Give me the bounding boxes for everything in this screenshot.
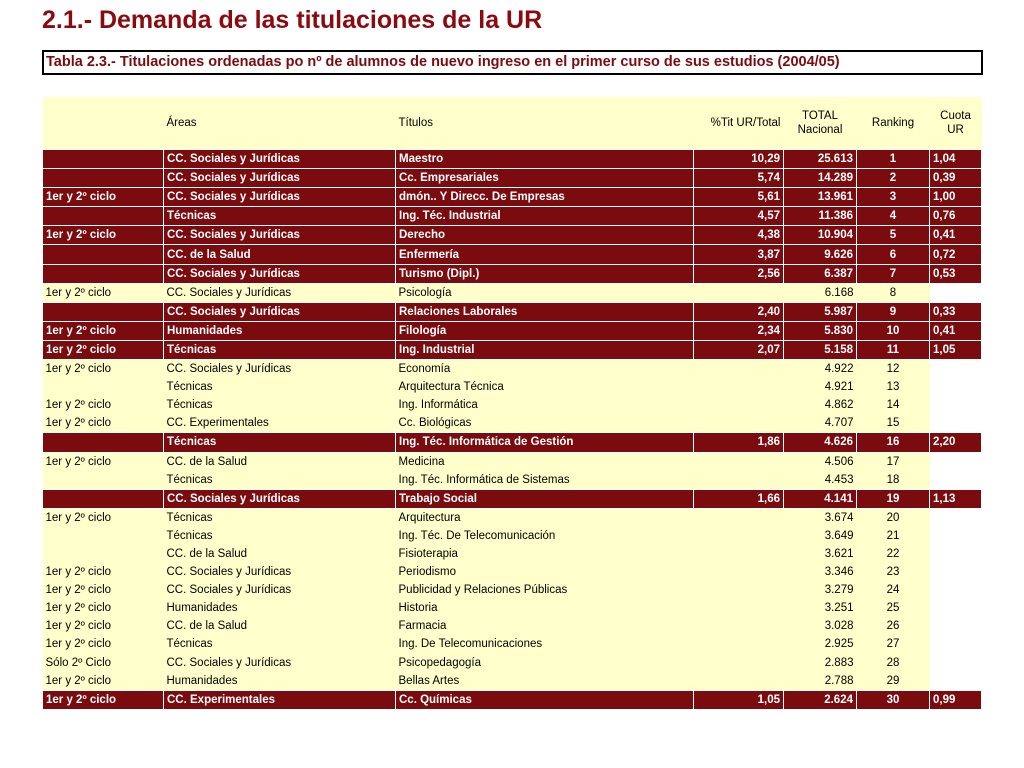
cell-total: 4.922: [784, 360, 857, 379]
cell-pct-tit: 5,61: [694, 188, 784, 207]
cell-total: 2.883: [784, 654, 857, 672]
cell-ciclo: 1er y 2º ciclo: [43, 452, 164, 471]
cell-area: Técnicas: [164, 396, 396, 414]
cell-titulo: Arquitectura Técnica: [396, 378, 694, 396]
cell-area: Técnicas: [164, 508, 396, 527]
table-row: [43, 433, 982, 452]
cell-total: 4.921: [784, 378, 857, 396]
cell-ciclo: 1er y 2º ciclo: [43, 321, 164, 340]
cell-pct-tit: [694, 452, 784, 471]
cell-pct-tit: 5,74: [694, 169, 784, 188]
cell-total: 3.251: [784, 599, 857, 617]
cell-titulo: Psicopedagogía: [396, 654, 694, 672]
cell-pct-tit: [694, 617, 784, 635]
cell-titulo: Filología: [396, 321, 694, 340]
cell-total: 14.289: [784, 169, 857, 188]
cell-titulo: Fisioterapia: [396, 545, 694, 563]
cell-total: 10.904: [784, 226, 857, 245]
header-areas: Áreas: [164, 97, 396, 150]
cell-pct-tit: 1,66: [694, 489, 784, 508]
cell-cuota: [930, 527, 982, 545]
cell-cuota: 1,04: [930, 150, 982, 169]
header-titulos: Títulos: [396, 97, 694, 150]
cell-cuota: [930, 581, 982, 599]
cell-ranking: 22: [857, 545, 930, 563]
cell-area: CC. Sociales y Jurídicas: [164, 264, 396, 283]
cell-ciclo: Sólo 2º Ciclo: [43, 654, 164, 672]
cell-ranking: 8: [857, 283, 930, 302]
cell-pct-tit: [694, 672, 784, 691]
table-row: [43, 508, 982, 527]
cell-area: CC. Sociales y Jurídicas: [164, 302, 396, 321]
table-row: [43, 452, 982, 471]
cell-ranking: 27: [857, 635, 930, 653]
table-row: [43, 489, 982, 508]
table-row: [43, 635, 982, 653]
cell-area: Técnicas: [164, 635, 396, 653]
cell-pct-tit: 2,07: [694, 340, 784, 359]
cell-total: 6.168: [784, 283, 857, 302]
cell-cuota: 0,53: [930, 264, 982, 283]
cell-ranking: 12: [857, 360, 930, 379]
table-row: [43, 169, 982, 188]
cell-titulo: Ing. Téc. De Telecomunicación: [396, 527, 694, 545]
cell-titulo: dmón.. Y Direcc. De Empresas: [396, 188, 694, 207]
cell-total: 4.707: [784, 414, 857, 433]
cell-pct-tit: [694, 471, 784, 490]
cell-ciclo: 1er y 2º ciclo: [43, 188, 164, 207]
cell-area: CC. de la Salud: [164, 452, 396, 471]
cell-titulo: Enfermería: [396, 245, 694, 264]
cell-titulo: Ing. Téc. Industrial: [396, 207, 694, 226]
cell-pct-tit: [694, 283, 784, 302]
cell-titulo: Psicología: [396, 283, 694, 302]
cell-ranking: 26: [857, 617, 930, 635]
cell-pct-tit: 2,34: [694, 321, 784, 340]
cell-titulo: Cc. Biológicas: [396, 414, 694, 433]
cell-ciclo: [43, 150, 164, 169]
cell-ciclo: [43, 378, 164, 396]
cell-total: 5.158: [784, 340, 857, 359]
cell-titulo: Medicina: [396, 452, 694, 471]
cell-total: 6.387: [784, 264, 857, 283]
cell-ranking: 19: [857, 489, 930, 508]
cell-titulo: Ing. Téc. Informática de Gestión: [396, 433, 694, 452]
cell-titulo: Economía: [396, 360, 694, 379]
cell-area: Técnicas: [164, 471, 396, 490]
cell-cuota: 1,00: [930, 188, 982, 207]
cell-ciclo: 1er y 2º ciclo: [43, 599, 164, 617]
cell-ciclo: 1er y 2º ciclo: [43, 672, 164, 691]
cell-cuota: 1,13: [930, 489, 982, 508]
cell-titulo: Ing. Téc. Informática de Sistemas: [396, 471, 694, 490]
cell-area: CC. de la Salud: [164, 545, 396, 563]
cell-cuota: [930, 283, 982, 302]
table-row: [43, 563, 982, 581]
cell-ranking: 5: [857, 226, 930, 245]
cell-ranking: 6: [857, 245, 930, 264]
cell-ciclo: 1er y 2º ciclo: [43, 360, 164, 379]
cell-area: CC. Experimentales: [164, 690, 396, 709]
cell-total: 25.613: [784, 150, 857, 169]
table-row: [43, 396, 982, 414]
cell-ciclo: 1er y 2º ciclo: [43, 283, 164, 302]
cell-ciclo: [43, 545, 164, 563]
cell-cuota: 0,76: [930, 207, 982, 226]
table-row: [43, 617, 982, 635]
cell-cuota: 0,72: [930, 245, 982, 264]
table-row: [43, 581, 982, 599]
cell-ranking: 9: [857, 302, 930, 321]
cell-total: 2.788: [784, 672, 857, 691]
cell-titulo: Turismo (Dipl.): [396, 264, 694, 283]
cell-titulo: Historia: [396, 599, 694, 617]
cell-ciclo: [43, 207, 164, 226]
cell-pct-tit: [694, 360, 784, 379]
cell-ranking: 25: [857, 599, 930, 617]
cell-ranking: 21: [857, 527, 930, 545]
table-caption: Tabla 2.3.- Titulaciones ordenadas po nº de alumnos de nuevo ingreso en el primer curso de sus estudios (2004/05): [42, 50, 983, 75]
header-cuota-ur: Cuota UR: [930, 97, 982, 150]
cell-ranking: 11: [857, 340, 930, 359]
cell-ciclo: [43, 245, 164, 264]
cell-titulo: Arquitectura: [396, 508, 694, 527]
cell-ciclo: 1er y 2º ciclo: [43, 563, 164, 581]
cell-ciclo: [43, 471, 164, 490]
titulaciones-table: [42, 97, 982, 710]
cell-total: 3.279: [784, 581, 857, 599]
cell-area: Técnicas: [164, 378, 396, 396]
cell-area: CC. Sociales y Jurídicas: [164, 283, 396, 302]
cell-cuota: [930, 563, 982, 581]
cell-titulo: Publicidad y Relaciones Públicas: [396, 581, 694, 599]
cell-pct-tit: [694, 563, 784, 581]
cell-pct-tit: 2,56: [694, 264, 784, 283]
cell-cuota: 2,20: [930, 433, 982, 452]
cell-titulo: Trabajo Social: [396, 489, 694, 508]
cell-ranking: 28: [857, 654, 930, 672]
cell-pct-tit: 1,86: [694, 433, 784, 452]
cell-area: Técnicas: [164, 527, 396, 545]
cell-cuota: [930, 471, 982, 490]
cell-pct-tit: [694, 378, 784, 396]
cell-ranking: 15: [857, 414, 930, 433]
cell-area: CC. Sociales y Jurídicas: [164, 360, 396, 379]
cell-ranking: 24: [857, 581, 930, 599]
table-row: [43, 471, 982, 490]
cell-cuota: [930, 545, 982, 563]
header-pct-tit: %Tit UR/Total: [694, 97, 784, 150]
cell-ciclo: [43, 169, 164, 188]
table-row: [43, 245, 982, 264]
cell-cuota: [930, 672, 982, 691]
cell-area: Técnicas: [164, 433, 396, 452]
cell-area: CC. Sociales y Jurídicas: [164, 150, 396, 169]
cell-pct-tit: 3,87: [694, 245, 784, 264]
cell-titulo: Periodismo: [396, 563, 694, 581]
cell-titulo: Cc. Químicas: [396, 690, 694, 709]
cell-titulo: Ing. De Telecomunicaciones: [396, 635, 694, 653]
table-body: [43, 150, 982, 710]
cell-cuota: 0,39: [930, 169, 982, 188]
cell-pct-tit: [694, 545, 784, 563]
cell-titulo: Maestro: [396, 150, 694, 169]
cell-total: 2.925: [784, 635, 857, 653]
cell-ranking: 13: [857, 378, 930, 396]
cell-cuota: [930, 452, 982, 471]
cell-area: CC. Experimentales: [164, 414, 396, 433]
cell-pct-tit: [694, 527, 784, 545]
cell-ciclo: 1er y 2º ciclo: [43, 396, 164, 414]
cell-pct-tit: [694, 635, 784, 653]
table-row: [43, 264, 982, 283]
cell-total: 4.453: [784, 471, 857, 490]
cell-total: 4.506: [784, 452, 857, 471]
cell-area: CC. de la Salud: [164, 617, 396, 635]
cell-ciclo: 1er y 2º ciclo: [43, 226, 164, 245]
cell-titulo: Cc. Empresariales: [396, 169, 694, 188]
cell-titulo: Ing. Informática: [396, 396, 694, 414]
cell-ranking: 1: [857, 150, 930, 169]
cell-ranking: 16: [857, 433, 930, 452]
cell-area: Humanidades: [164, 321, 396, 340]
cell-ciclo: [43, 264, 164, 283]
cell-cuota: 1,05: [930, 340, 982, 359]
cell-total: 5.830: [784, 321, 857, 340]
table-row: [43, 302, 982, 321]
cell-pct-tit: 10,29: [694, 150, 784, 169]
cell-area: CC. Sociales y Jurídicas: [164, 581, 396, 599]
cell-ciclo: [43, 489, 164, 508]
table-row: [43, 360, 982, 379]
cell-area: CC. Sociales y Jurídicas: [164, 226, 396, 245]
cell-ranking: 4: [857, 207, 930, 226]
cell-area: Humanidades: [164, 599, 396, 617]
cell-ranking: 30: [857, 690, 930, 709]
cell-ranking: 29: [857, 672, 930, 691]
cell-ciclo: 1er y 2º ciclo: [43, 581, 164, 599]
cell-ciclo: 1er y 2º ciclo: [43, 508, 164, 527]
cell-cuota: 0,41: [930, 226, 982, 245]
cell-total: 11.386: [784, 207, 857, 226]
cell-titulo: Farmacia: [396, 617, 694, 635]
cell-pct-tit: [694, 654, 784, 672]
cell-cuota: 0,33: [930, 302, 982, 321]
header-row: [43, 97, 982, 150]
cell-cuota: [930, 635, 982, 653]
cell-ranking: 17: [857, 452, 930, 471]
table-row: [43, 321, 982, 340]
cell-cuota: 0,99: [930, 690, 982, 709]
cell-cuota: [930, 599, 982, 617]
cell-titulo: Relaciones Laborales: [396, 302, 694, 321]
table-row: [43, 283, 982, 302]
cell-pct-tit: 1,05: [694, 690, 784, 709]
cell-total: 5.987: [784, 302, 857, 321]
cell-cuota: [930, 360, 982, 379]
cell-pct-tit: 4,57: [694, 207, 784, 226]
cell-ciclo: [43, 527, 164, 545]
cell-ranking: 2: [857, 169, 930, 188]
table-row: [43, 150, 982, 169]
cell-ciclo: 1er y 2º ciclo: [43, 340, 164, 359]
cell-total: 3.674: [784, 508, 857, 527]
cell-cuota: [930, 508, 982, 527]
cell-ranking: 18: [857, 471, 930, 490]
table-row: [43, 188, 982, 207]
cell-ciclo: [43, 433, 164, 452]
cell-total: 2.624: [784, 690, 857, 709]
cell-ranking: 10: [857, 321, 930, 340]
table-row: [43, 414, 982, 433]
table-header: [43, 97, 982, 150]
cell-total: 4.862: [784, 396, 857, 414]
cell-cuota: 0,41: [930, 321, 982, 340]
cell-area: CC. Sociales y Jurídicas: [164, 563, 396, 581]
cell-pct-tit: [694, 414, 784, 433]
cell-area: CC. Sociales y Jurídicas: [164, 654, 396, 672]
cell-total: 4.626: [784, 433, 857, 452]
cell-cuota: [930, 378, 982, 396]
cell-cuota: [930, 654, 982, 672]
table-row: [43, 672, 982, 691]
cell-total: 13.961: [784, 188, 857, 207]
cell-area: CC. de la Salud: [164, 245, 396, 264]
cell-area: Humanidades: [164, 672, 396, 691]
cell-total: 4.141: [784, 489, 857, 508]
header-ranking: Ranking: [857, 97, 930, 150]
cell-cuota: [930, 396, 982, 414]
cell-area: Técnicas: [164, 340, 396, 359]
cell-area: Técnicas: [164, 207, 396, 226]
cell-total: 3.621: [784, 545, 857, 563]
cell-ranking: 3: [857, 188, 930, 207]
cell-ranking: 7: [857, 264, 930, 283]
cell-area: CC. Sociales y Jurídicas: [164, 489, 396, 508]
table-row: [43, 654, 982, 672]
cell-total: 9.626: [784, 245, 857, 264]
table-row: [43, 226, 982, 245]
cell-titulo: Bellas Artes: [396, 672, 694, 691]
cell-pct-tit: [694, 581, 784, 599]
cell-ciclo: 1er y 2º ciclo: [43, 690, 164, 709]
cell-ranking: 14: [857, 396, 930, 414]
cell-cuota: [930, 414, 982, 433]
cell-titulo: Ing. Industrial: [396, 340, 694, 359]
table-row: [43, 207, 982, 226]
cell-pct-tit: [694, 599, 784, 617]
table-row: [43, 599, 982, 617]
cell-titulo: Derecho: [396, 226, 694, 245]
page-title: 2.1.- Demanda de las titulaciones de la UR: [42, 6, 543, 34]
cell-pct-tit: [694, 508, 784, 527]
cell-pct-tit: 2,40: [694, 302, 784, 321]
table-row: [43, 545, 982, 563]
cell-cuota: [930, 617, 982, 635]
cell-total: 3.346: [784, 563, 857, 581]
table-row: [43, 527, 982, 545]
cell-ranking: 23: [857, 563, 930, 581]
cell-ciclo: 1er y 2º ciclo: [43, 635, 164, 653]
cell-total: 3.028: [784, 617, 857, 635]
cell-ciclo: 1er y 2º ciclo: [43, 617, 164, 635]
cell-ciclo: [43, 302, 164, 321]
cell-total: 3.649: [784, 527, 857, 545]
header-ciclo: [43, 97, 164, 150]
cell-area: CC. Sociales y Jurídicas: [164, 188, 396, 207]
table-row: [43, 340, 982, 359]
table-row: [43, 690, 982, 709]
table-row: [43, 378, 982, 396]
cell-pct-tit: [694, 396, 784, 414]
cell-pct-tit: 4,38: [694, 226, 784, 245]
cell-area: CC. Sociales y Jurídicas: [164, 169, 396, 188]
cell-ranking: 20: [857, 508, 930, 527]
cell-ciclo: 1er y 2º ciclo: [43, 414, 164, 433]
header-total-nacional: TOTAL Nacional: [784, 97, 857, 150]
